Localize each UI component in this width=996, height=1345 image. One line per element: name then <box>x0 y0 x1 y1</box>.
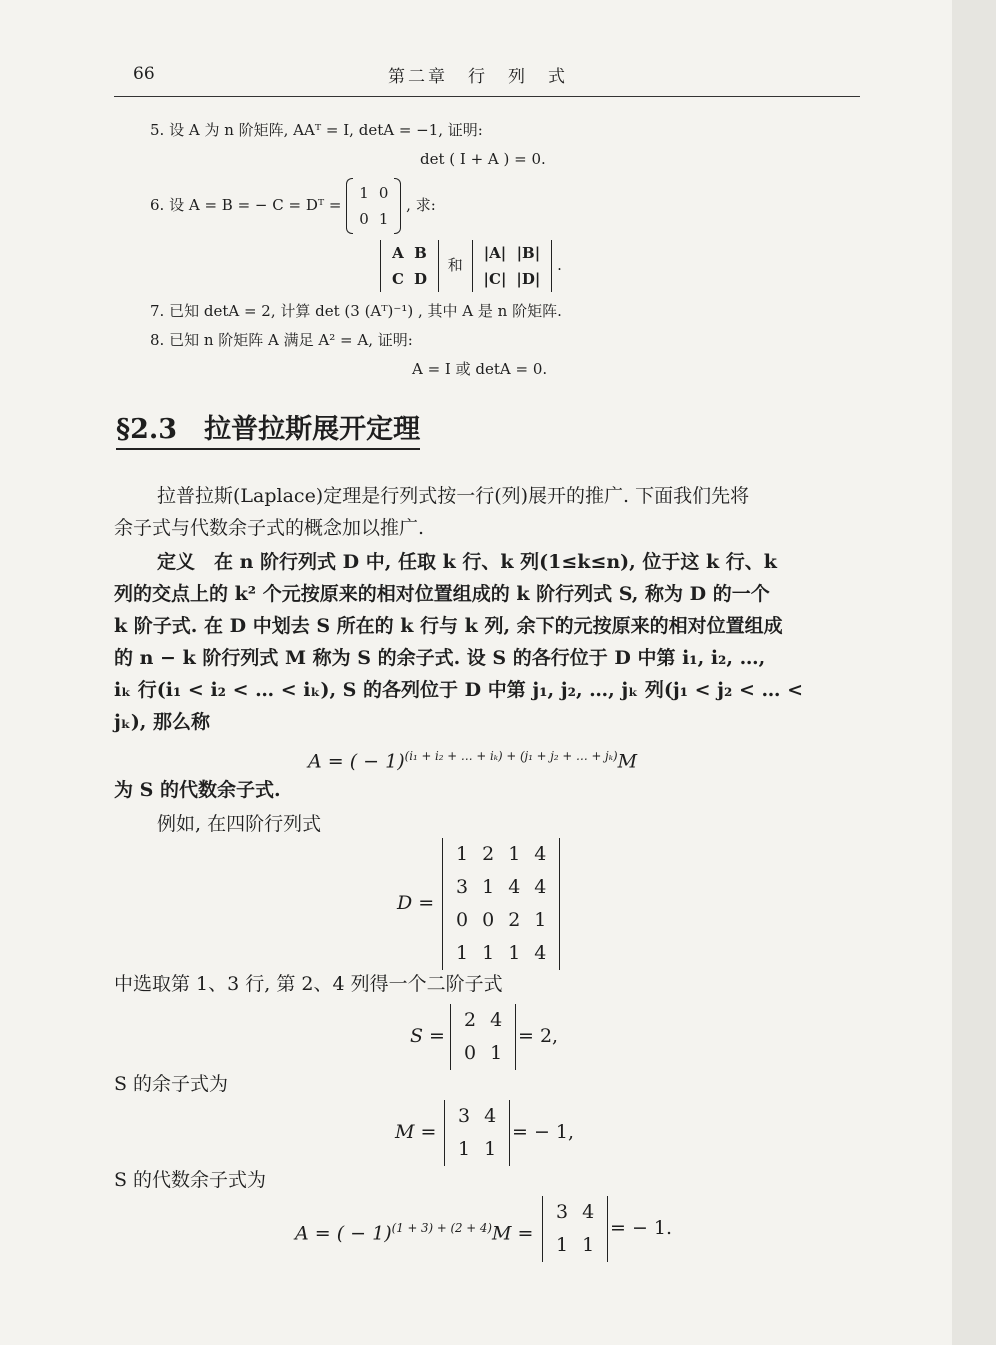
page-number: 66 <box>133 64 155 84</box>
matrix-entry: 4 <box>490 1009 503 1031</box>
section-title: §2.3 拉普拉斯展开定理 <box>116 412 420 450</box>
matrix-row <box>449 937 553 970</box>
matrix-entry: 1 <box>490 1042 503 1064</box>
matrix-entry: 3 <box>458 1105 471 1127</box>
matrix-entry: 1 <box>378 210 389 228</box>
matrix-row <box>449 838 553 871</box>
definition-line-5: iₖ 行(i₁ < i₂ < … < iₖ), S 的各列位于 D 中第 j₁, j₂, …, jₖ 列(j₁ < j₂ < … < <box>114 679 804 701</box>
matrix-entry: 1 <box>359 184 369 202</box>
a-label-exponent: (1 + 3) + (2 + 4) <box>391 1221 492 1235</box>
definition-line-6: jₖ), 那么称 <box>114 711 211 733</box>
matrix-entry: 0 <box>378 184 389 202</box>
paragraph-1-line-2: 余子式与代数余子式的概念加以推广. <box>114 517 425 539</box>
matrix-entry: 2 <box>464 1009 477 1031</box>
definition-line-3: k 阶子式. 在 D 中划去 S 所在的 k 行与 k 列, 余下的元按原来的相对位置组成 <box>114 615 783 637</box>
matrix-row <box>457 1037 509 1070</box>
matrix-entry: 4 <box>484 1105 497 1127</box>
exercise-8-formula: A = I 或 detA = 0. <box>412 360 548 378</box>
cofactor-text: S 的代数余子式为 <box>114 1169 267 1191</box>
matrix-entry: 1 <box>484 1138 497 1160</box>
matrix-entry: A <box>392 244 404 262</box>
exercise-6-prefix: 6. 设 A = B = − C = Dᵀ = <box>150 196 342 214</box>
m-determinant <box>444 1100 510 1166</box>
s-label: S = <box>410 1025 445 1047</box>
matrix-entry: 1 <box>508 942 521 964</box>
matrix-entry: 1 <box>556 1234 569 1256</box>
a-label-base: A = ( − 1) <box>295 1222 392 1245</box>
s-value: = 2, <box>518 1025 559 1047</box>
matrix-row <box>457 1004 509 1037</box>
matrix-entry: 0 <box>359 210 369 228</box>
matrix-entry: 4 <box>508 876 521 898</box>
definition-end: 为 S 的代数余子式. <box>114 779 281 801</box>
scan-edge <box>952 0 996 1345</box>
matrix-entry: |C| <box>483 270 507 288</box>
matrix-entry: 1 <box>508 843 521 865</box>
matrix-entry: 1 <box>458 1138 471 1160</box>
matrix-entry: 4 <box>534 942 547 964</box>
matrix-entry: 3 <box>556 1201 569 1223</box>
matrix-entry: |A| <box>483 244 507 262</box>
matrix-entry: |D| <box>516 270 541 288</box>
matrix-entry: C <box>392 270 404 288</box>
matrix-row <box>449 871 553 904</box>
matrix-row <box>387 240 432 266</box>
header-rule <box>114 96 860 97</box>
exercise-5-formula: det ( I + A ) = 0. <box>420 150 546 168</box>
block-determinant-of-dets <box>472 240 553 292</box>
exercise-8: 8. 已知 n 阶矩阵 A 满足 A² = A, 证明: <box>150 331 413 349</box>
exercise-6-matrix <box>346 180 401 232</box>
definition-line-1: 定义 在 n 阶行列式 D 中, 任取 k 行、k 列(1≤k≤n), 位于这 k 行、k <box>157 551 777 573</box>
example-intro: 例如, 在四阶行列式 <box>157 813 322 835</box>
exercise-6-determinants <box>380 240 562 292</box>
matrix-row <box>449 904 553 937</box>
minor-text: S 的余子式为 <box>114 1073 229 1095</box>
block-determinant <box>380 240 439 292</box>
cofactor-formula-base: A = ( − 1) <box>308 750 405 773</box>
matrix-row <box>479 266 546 292</box>
matrix-entry: D <box>413 270 427 288</box>
cofactor-formula <box>308 740 637 777</box>
matrix-row <box>479 240 546 266</box>
matrix-row <box>387 266 432 292</box>
a-determinant <box>542 1196 608 1262</box>
matrix-entry: 4 <box>534 843 547 865</box>
matrix-entry: 1 <box>456 942 469 964</box>
exercise-6-end: . <box>557 256 562 274</box>
matrix-row <box>451 1100 503 1133</box>
matrix-entry: |B| <box>516 244 541 262</box>
s-determinant <box>450 1004 516 1070</box>
matrix-entry: 1 <box>482 876 495 898</box>
and-word: 和 <box>447 256 463 274</box>
a-value: = − 1. <box>610 1217 673 1239</box>
matrix-entry: 0 <box>464 1042 477 1064</box>
d-determinant <box>442 838 560 970</box>
matrix-row <box>354 180 393 206</box>
matrix-entry: 1 <box>456 843 469 865</box>
paragraph-1-line-1: 拉普拉斯(Laplace)定理是行列式按一行(列)展开的推广. 下面我们先将 <box>157 485 750 507</box>
matrix-entry: 4 <box>582 1201 595 1223</box>
d-label: D = <box>397 892 435 914</box>
definition-line-2: 列的交点上的 k² 个元按原来的相对位置组成的 k 阶行列式 S, 称为 D 的一个 <box>114 583 770 605</box>
cofactor-formula-tail: M <box>617 750 638 773</box>
a-label <box>295 1212 533 1249</box>
matrix-entry: 2 <box>482 843 495 865</box>
definition-line-4: 的 n − k 阶行列式 M 称为 S 的余子式. 设 S 的各行位于 D 中第 i₁, i₂, …, <box>114 647 766 669</box>
matrix-row <box>354 206 393 232</box>
matrix-entry: 1 <box>482 942 495 964</box>
matrix-entry: B <box>414 244 427 262</box>
m-value: = − 1, <box>512 1121 575 1143</box>
matrix-entry: 1 <box>534 909 547 931</box>
m-label: M = <box>395 1121 437 1143</box>
chapter-title: 第二章 行 列 式 <box>388 67 568 87</box>
exercise-5: 5. 设 A 为 n 阶矩阵, AAᵀ = I, detA = −1, 证明: <box>150 121 483 139</box>
exercise-6 <box>150 180 436 232</box>
matrix-entry: 3 <box>456 876 469 898</box>
matrix-entry: 4 <box>534 876 547 898</box>
matrix-row <box>549 1229 601 1262</box>
exercise-6-suffix: , 求: <box>406 196 436 214</box>
matrix-row <box>549 1196 601 1229</box>
matrix-row <box>451 1133 503 1166</box>
matrix-entry: 0 <box>482 909 495 931</box>
matrix-entry: 2 <box>508 909 521 931</box>
matrix-entry: 0 <box>456 909 469 931</box>
matrix-entry: 1 <box>582 1234 595 1256</box>
select-text: 中选取第 1、3 行, 第 2、4 列得一个二阶子式 <box>114 973 503 995</box>
exercise-7: 7. 已知 detA = 2, 计算 det (3 (Aᵀ)⁻¹) , 其中 A 是 n 阶矩阵. <box>150 302 562 320</box>
a-label-tail: M = <box>491 1222 534 1245</box>
cofactor-formula-exponent: (i₁ + i₂ + … + iₖ) + (j₁ + j₂ + … + jₖ) <box>404 749 618 763</box>
